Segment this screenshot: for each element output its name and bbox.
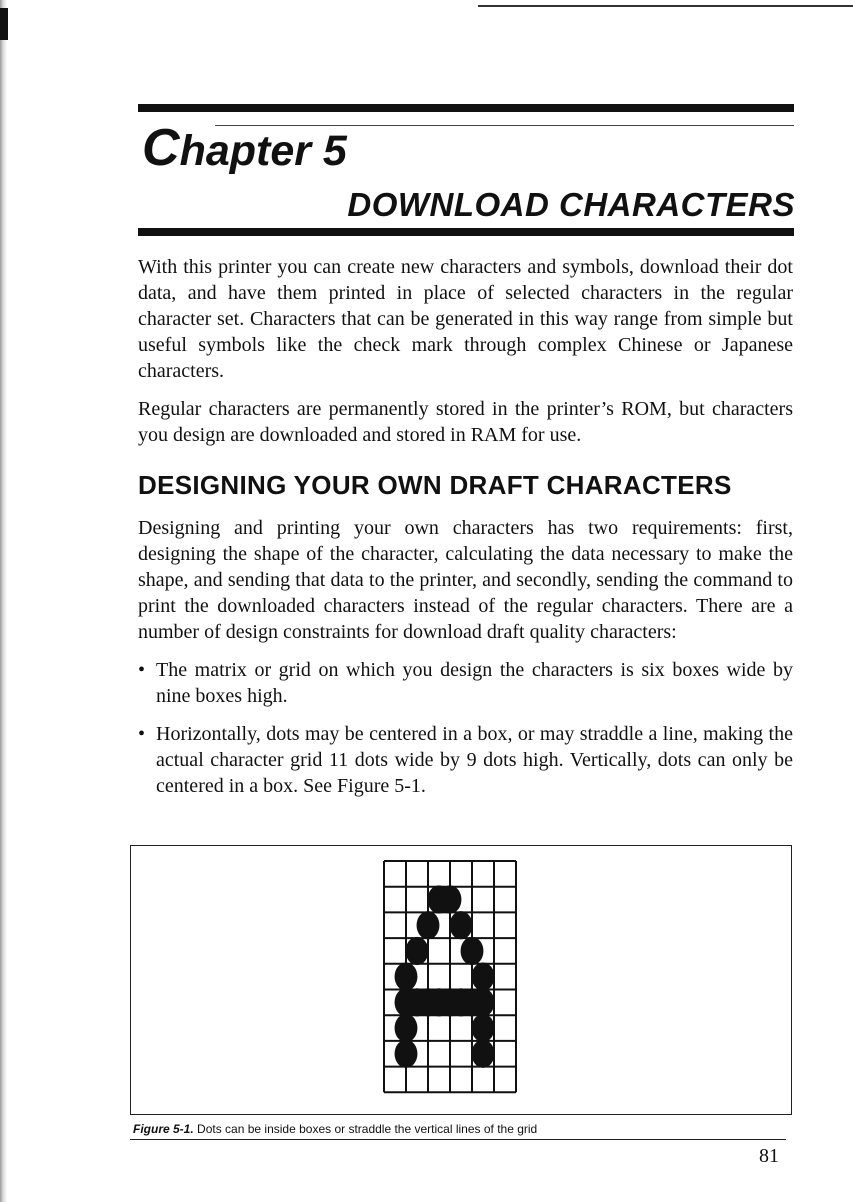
page-number: 81 <box>759 1145 779 1167</box>
figure-box <box>130 845 792 1115</box>
grid-dot <box>472 988 495 1016</box>
caption-rule <box>130 1139 786 1140</box>
grid-dot <box>461 937 484 965</box>
figure-label: Figure 5-1. <box>133 1122 194 1136</box>
scan-edge <box>0 0 7 1202</box>
dot-matrix-grid <box>381 858 517 1096</box>
chapter-top-rule <box>138 104 794 112</box>
bullet-icon: • <box>138 723 146 745</box>
grid-dot <box>395 1014 418 1042</box>
grid-dot <box>472 1014 495 1042</box>
chapter-label-initial: C <box>142 119 180 177</box>
list-item <box>138 721 793 799</box>
list-item <box>138 657 793 709</box>
chapter-label-rest: hapter 5 <box>179 127 347 175</box>
section-paragraph: Designing and printing your own characters has two requirements: first, designing the shape of the character, calculating the data necessary to make the shape, and sending that data to the printer, and secondly, sending the command to print the downloaded characters instead of the regular characters. There are a number of design constraints for download draft quality characters: <box>138 517 793 643</box>
chapter-bottom-rule <box>138 228 794 236</box>
grid-dot <box>472 963 495 991</box>
chapter-label <box>142 118 347 178</box>
grid-dot <box>472 1040 495 1068</box>
chapter-title: DOWNLOAD CHARACTERS <box>347 186 795 223</box>
top-edge-line <box>478 5 853 7</box>
grid-dot <box>439 885 462 913</box>
grid-dot <box>395 1040 418 1068</box>
grid-dot <box>450 911 473 939</box>
grid-dot <box>395 963 418 991</box>
intro-paragraph-2: Regular characters are permanently stored in the printer’s ROM, but characters you design are downloaded and stored in RAM for use. <box>138 398 793 446</box>
scan-mark <box>0 8 8 40</box>
bullet-icon: • <box>138 659 146 681</box>
grid-dot <box>417 911 440 939</box>
list-item-text: Horizontally, dots may be centered in a box, or may straddle a line, making the actual character grid 11 dots wide by 9 dots high. Vertically, dots can only be centered in a box. See Figure 5-1. <box>156 723 793 797</box>
constraint-list <box>138 657 793 799</box>
figure-caption-text: Dots can be inside boxes or straddle the vertical lines of the grid <box>197 1122 538 1136</box>
main-text <box>138 254 793 811</box>
grid-dot <box>406 937 429 965</box>
figure-caption <box>133 1122 537 1136</box>
list-item-text: The matrix or grid on which you design the characters is six boxes wide by nine boxes high. <box>156 659 793 707</box>
intro-paragraph-1: With this printer you can create new characters and symbols, download their dot data, and have them printed in place of selected characters in the regular character set. Characters that can be generated in this way range from simple but useful symbols like the check mark through complex Chinese or Japanese characters. <box>138 256 793 382</box>
section-heading: DESIGNING YOUR OWN DRAFT CHARACTERS <box>138 470 732 500</box>
